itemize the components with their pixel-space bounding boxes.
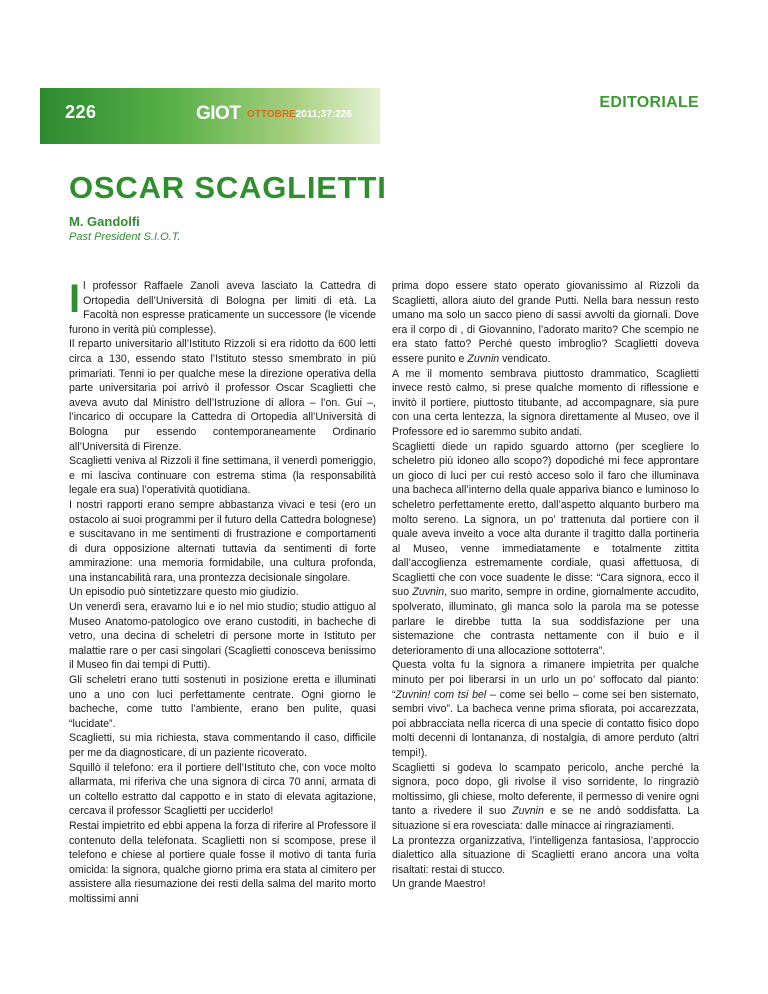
drop-cap: I bbox=[69, 277, 81, 321]
paragraph: Questa volta fu la signora a rimanere impietrita per qualche minuto per poi liberarsi in un urlo un po’ soffocato dal pianto: “Zuvnin! com tsi bel – come sei bello – come sei ben sistemato, sembri vivo”. La bacheca venne prima sfiorata, poi accarezzata, poi abbracciata nella ricerca di una specie di contatto fisico dopo molti decenni di lontananza, di nostalgia, di amore perduto (altri tempi!). bbox=[392, 659, 699, 759]
paragraph: Scaglietti, su mia richiesta, stava commentando il caso, difficile per me da diagnosticare, di un paziente ricoverato. bbox=[69, 732, 376, 759]
paragraph: prima dopo essere stato operato giovanissimo al Rizzoli da Scaglietti, allora aiuto del grande Putti. Nella bara nessun resto umano ma solo un sacco pieno di sassi avvolti da giornali. Dove era il corpo di , di Giovannino, l’adorato marito? Che scempio ne era stato fatto? Perché questo imbroglio? Scaglietti doveva essere punito e Zuvnin vendicato. bbox=[392, 280, 699, 365]
paragraph: La prontezza organizzativa, l’intelligenza fantasiosa, l’approccio dialettico alla situazione di Scaglietti erano ancora una volta risaltati: restai di stucco. bbox=[392, 834, 699, 876]
left-column bbox=[69, 279, 376, 907]
paragraph: A me il momento sembrava piuttosto drammatico, Scaglietti invece restò calmo, si prese qualche momento di riflessione e invitò il portiere, piuttosto titubante, ad accompagnare, sia pure con una certa lentezza, la signora direttamente al Museo, ove il Professore ed io saremmo subito andati. bbox=[392, 367, 699, 438]
paragraph: Gli scheletri erano tutti sostenuti in posizione eretta e illuminati uno a uno con luci perfettamente centrate. Ogni giorno le bacheche, come tutto l’ambiente, erano ben pulite, quasi “lucidate”. bbox=[69, 674, 376, 730]
paragraph: I nostri rapporti erano sempre abbastanza vivaci e tesi (ero un ostacolo ai suoi programmi per il futuro della Cattedra bolognese) e suscitavano in me sentimenti di frustrazione e comportamenti di dura opposizione alternati tuttavia da sentimenti di forte ammirazione: una memoria formidabile, una cultura profonda, una instancabilità rara, una prontezza decisionale singolare. bbox=[69, 498, 376, 584]
journal-logo: GIOT bbox=[196, 103, 241, 124]
paragraph: Squillò il telefono: era il portiere dell’Istituto che, con voce molto allarmata, mi riferiva che una signora di circa 70 anni, armata di un coltello estratto dal cappotto e in stato di elevata agitazione, cercava il professor Scaglietti per ucciderlo! bbox=[69, 761, 376, 818]
paragraph: Restai impietrito ed ebbi appena la forza di riferire al Professore il contenuto della telefonata. Scaglietti non si scompose, prese il telefono e chiese al portiere quale fosse il motivo di tanta furia omicida: la signora, qualche giorno prima era stata al cimitero per assistere alla riesumazione dei resti della salma del marito morto moltissimi anni bbox=[69, 819, 376, 905]
article-title: OSCAR SCAGLIETTI bbox=[69, 170, 387, 205]
page-number: 226 bbox=[65, 102, 97, 122]
paragraph: Un grande Maestro! bbox=[392, 878, 486, 891]
paragraph: Il reparto universitario all’Istituto Rizzoli si era ridotto da 600 letti circa a 130, essendo stato l’Istituto stesso smembrato in più primariati. Tenni io per qualche mese la direzione operativa della parte universitaria poi arrivò il professor Oscar Scaglietti che aveva avuto dal Ministro dell’Istruzione di allora – l’on. Gui –, l’incarico di occupare la Cattedra di Ortopedia all’Università di Bologna pur essendo contemporaneamente Ordinario all’Università di Firenze. bbox=[69, 338, 376, 453]
author-affiliation: Past President S.I.O.T. bbox=[69, 231, 181, 243]
paragraph: Scaglietti si godeva lo scampato pericolo, anche perché la signora, poco dopo, gli rivolse il viso sorridente, lo ringraziò moltissimo, gli chiese, molto deferente, il permesso di venire ogni tanto a rivedere il suo Zuvnin e se ne andò soddisfatta. La situazione si era rovesciata: dalle minacce ai ringraziamenti. bbox=[392, 761, 699, 832]
paragraph: Il professor Raffaele Zanoli aveva lasciato la Cattedra di Ortopedia dell’Università di Bologna per limiti di età. La Facoltà non espresse praticamente un successore (le vicende furono in verità più complesse). bbox=[69, 277, 376, 336]
section-label: EDITORIALE bbox=[599, 94, 699, 111]
article-author: M. Gandolfi bbox=[69, 214, 140, 229]
journal-month: OTTOBRE bbox=[247, 109, 296, 120]
journal-volume: 2011;37:226 bbox=[295, 109, 352, 120]
paragraph: Scaglietti diede un rapido sguardo attorno (per scegliere lo scheletro più idoneo allo scopo?) dopodiché mi fece approntare un gioco di luci per cui restò acceso solo il faro che illuminava una bacheca all’interno della quale appariva bianco e luminoso lo scheletro perfettamente eretto, dall’aspetto alquanto burbero ma molto sereno. La signora, un po’ trattenuta dal portiere con il quale aveva inveito a voce alta durante il tragitto dalla portineria al Museo, venne immediatamente e totalmente zittita dall’accoglienza estremamente cordiale, quasi affettuosa, di Scaglietti che con voce suadente le disse: “Cara signora, ecco il suo Zuvnin, suo marito, sempre in ordine, giornalmente accudito, spolverato, illuminato, gli manca solo la parola ma se potesse parlare le direbbe tutta la sua soddisfazione per una sistemazione che contrasta nettamente con il buio e il deterioramento di una allocazione sottoterra”. bbox=[392, 440, 699, 657]
paragraph: Un episodio può sintetizzare questo mio giudizio. bbox=[69, 586, 299, 599]
right-column bbox=[392, 279, 699, 892]
paragraph: Scaglietti veniva al Rizzoli il fine settimana, il venerdì pomeriggio, e mi lasciva continuare con estrema stima (la responsabilità legale era sua) l’operatività quotidiana. bbox=[69, 455, 376, 497]
paragraph: Un venerdì sera, eravamo lui e io nel mio studio; studio attiguo al Museo Anatomo-patologico ove erano custoditi, in bacheche di vetro, una decina di scheletri di persone morte in Istituto per malattie rare o per casi singolari (Scaglietti conosceva benissimo il Museo fin dai tempi di Putti). bbox=[69, 601, 376, 672]
journal-issue bbox=[247, 109, 352, 120]
